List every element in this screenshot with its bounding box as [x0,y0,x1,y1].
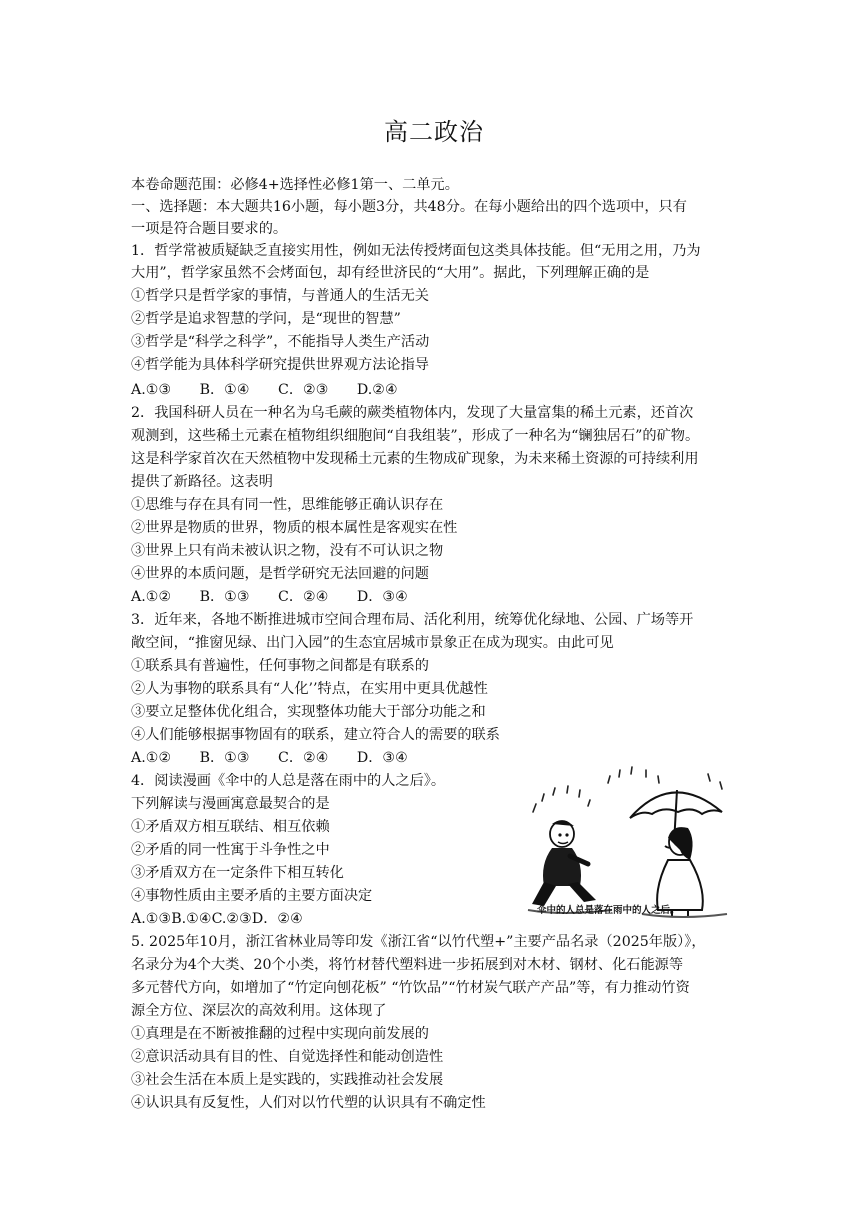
umbrella-woman [630,790,727,917]
q1-statement: ④哲学能为具体科学研究提供世界观方法论指导 [131,357,429,373]
cartoon-caption: 伞中的人总是落在雨中的人之后。 [537,905,680,916]
q4-statement: ③矛盾双方在一定条件下相互转化 [131,865,344,881]
q2-stem: 观测到，这些稀土元素在植物组织细胞间“自我组装”，形成了一种名为“镧独居石”的矿物。 [131,428,700,444]
q5-stem: 名录分为4个大类、20个小类，将竹材替代塑料进一步拓展到对木材、钢材、化石能源等 [131,957,684,973]
q3-statement: ③要立足整体优化组合，实现整体功能大于部分功能之和 [131,704,486,720]
q2-stem: 2．我国科研人员在一种名为乌毛蕨的蕨类植物体内，发现了大量富集的稀土元素，还首次 [131,405,694,421]
q2-statement: ②世界是物质的世界，物质的根本属性是客观实在性 [131,520,458,536]
q1-statement: ①哲学只是哲学家的事情，与普通人的生活无关 [131,288,429,304]
q1-statement: ③哲学是“科学之科学”，不能指导人类生产活动 [131,334,430,350]
section-instruction: 一项是符合题目要求的。 [131,221,288,237]
q2-statement: ①思维与存在具有同一性，思维能够正确认识存在 [131,497,444,513]
q2-statement: ④世界的本质问题，是哲学研究无法回避的问题 [131,566,429,582]
q3-statement: ②人为事物的联系具有“人化’’特点，在实用中更具优越性 [131,681,488,697]
q2-stem: 提供了新路径。这表明 [131,474,273,490]
running-man [528,820,612,913]
q3-stem: 敞空间，“推窗见绿、出门入园”的生态宜居城市景象正在成为现实。由此可见 [131,635,614,651]
q3-statement: ①联系具有普遍性，任何事物之间都是有联系的 [131,658,429,674]
q4-statement: ①矛盾双方相互联结、相互依赖 [131,819,330,835]
q4-stem: 下列解读与漫画寓意最契合的是 [131,796,330,812]
q5-statement: ③社会生活在本质上是实践的，实践推动社会发展 [131,1072,444,1088]
section-instruction: 一、选择题：本大题共16小题，每小题3分，共48分。在每小题给出的四个选项中，只有 [131,199,687,215]
q2-options: A.①② B．①③ C．②④ D．③④ [131,589,408,605]
q5-stem: 源全方位、深层次的高效利用。这体现了 [131,1003,387,1019]
q5-stem: 5. 2025年10月，浙江省林业局等印发《浙江省“以竹代塑+”主要产品名录（2025年版）》， [131,934,706,950]
q4-statement: ②矛盾的同一性寓于斗争性之中 [131,842,330,858]
q1-options: A.①③ B．①④ C．②③ D.②④ [131,382,398,398]
page-title: 高二政治 [384,118,484,146]
q3-stem: 3．近年来，各地不断推进城市空间合理布局、活化利用，统筹优化绿地、公园、广场等开 [131,612,694,628]
q1-stem: 1．哲学常被质疑缺乏直接实用性，例如无法传授烤面包这类具体技能。但“无用之用，乃为 [131,243,701,259]
umbrella-cartoon [522,764,737,922]
q2-stem: 这是科学家首次在天然植物中发现稀土元素的生物成矿现象，为未来稀土资源的可持续利用 [131,451,699,467]
q4-options: A.①③B.①④C.②③D．②④ [131,911,303,927]
q5-statement: ②意识活动具有目的性、自觉选择性和能动创造性 [131,1049,444,1065]
q5-statement: ①真理是在不断被推翻的过程中实现向前发展的 [131,1026,429,1042]
q5-statement: ④认识具有反复性，人们对以竹代塑的认识具有不确定性 [131,1095,486,1111]
q5-stem: 多元替代方向，如增加了“竹定向刨花板” “竹饮品”“竹材炭气联产产品”等，有力推动竹资 [131,980,690,996]
scope-line: 本卷命题范围：必修4+选择性必修1第一、二单元。 [131,177,459,193]
q2-statement: ③世界上只有尚未被认识之物，没有不可认识之物 [131,543,444,559]
q4-statement: ④事物性质由主要矛盾的主要方面决定 [131,888,373,904]
q3-statement: ④人们能够根据事物固有的联系，建立符合人的需要的联系 [131,727,500,743]
q3-options: A.①② B．①③ C．②④ D．③④ [131,750,408,766]
q1-stem: 大用”，哲学家虽然不会烤面包，却有经世济民的“大用”。据此，下列理解正确的是 [131,265,650,281]
q1-statement: ②哲学是追求智慧的学问，是“现世的智慧” [131,311,401,327]
q4-stem: 4．阅读漫画《伞中的人总是落在雨中的人之后》。 [131,773,446,789]
